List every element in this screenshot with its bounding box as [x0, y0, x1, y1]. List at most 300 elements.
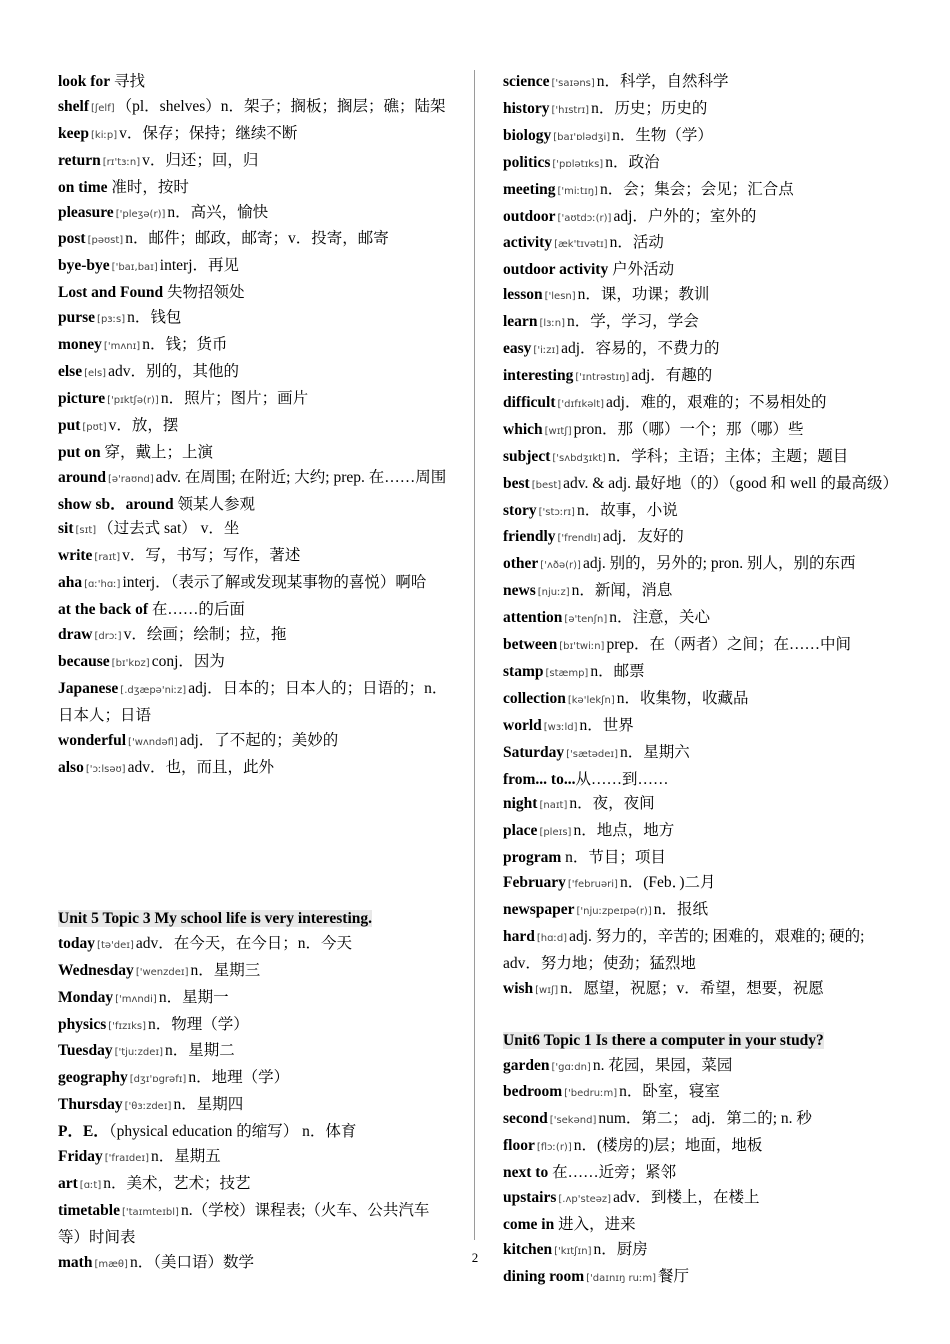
vocab-definition: 领某人参观 [173, 495, 255, 513]
vocab-entry [503, 768, 903, 793]
vocab-definition: n．愿望，祝愿；v．希望，想要，祝愿 [560, 979, 824, 997]
vocab-definition: n．星期三 [190, 961, 261, 979]
vocab-entry [503, 579, 903, 606]
vocab-definition: adv．在今天，在今日；n．今天 [135, 934, 353, 952]
vocab-entry [58, 466, 450, 493]
vocab-definition: num．第二； adj．第二的; n. 秒 [598, 1110, 812, 1128]
vocab-entry [58, 227, 450, 254]
vocab-entry [503, 819, 903, 846]
vocab-phonetic: ['tjuːzdeɪ] [114, 1047, 164, 1059]
vocab-definition: 寻找 [110, 73, 145, 90]
vocab-definition: prep．在（两者）之间；在……中间 [606, 636, 851, 654]
vocab-definition: n．报纸 [653, 901, 709, 919]
vocab-phonetic: [pleɪs] [539, 827, 572, 839]
vocab-definition: n．（美口语）数学 [129, 1253, 254, 1271]
vocab-definition: n．科学，自然科学 [596, 73, 729, 90]
vocab-word: Thursday [58, 1096, 123, 1114]
vocab-phonetic: [ʃelf] [91, 102, 115, 114]
vocab-word: outdoor [503, 207, 556, 225]
vocab-definition: n．地理（学） [188, 1069, 290, 1087]
vocab-word: place [503, 822, 538, 840]
vocab-phonetic: [pəʊst] [87, 235, 124, 247]
vocab-definition: n．钱包 [127, 309, 182, 327]
vocab-phonetic: ['wʌndəfl] [128, 736, 178, 748]
vocab-word: return [58, 151, 101, 169]
vocab-entry [503, 660, 903, 687]
vocab-word: Tuesday [58, 1042, 113, 1060]
vocab-word: around [58, 468, 106, 486]
vocab-word: program [503, 849, 562, 867]
vocab-entry [58, 254, 450, 281]
vocab-entry [58, 176, 450, 201]
vocab-phonetic: [kə'lekʃn] [567, 694, 615, 706]
vocab-phonetic: [.dʒæpə'niːz] [120, 684, 187, 696]
vocab-entry [58, 544, 450, 571]
vocab-word: bye-bye [58, 257, 110, 275]
vocab-phonetic: ['θɜːzdeɪ] [124, 1101, 172, 1113]
vocab-entry [503, 606, 903, 633]
vocab-phonetic: [sɪt] [75, 525, 97, 537]
vocab-definition: n．星期四 [173, 1096, 244, 1114]
vocab-definition: n．邮件；邮政，邮寄；v．投寄，邮寄 [125, 230, 389, 248]
vocab-entry [503, 337, 903, 364]
vocab-phonetic: [æk'tɪvətɪ] [554, 239, 608, 251]
vocab-word: wonderful [58, 731, 127, 749]
vocab-phonetic: ['stɔːrɪ] [538, 506, 575, 518]
vocab-word: floor [503, 1137, 535, 1155]
vocab-word: today [58, 934, 96, 952]
vocab-phonetic: ['fɪzɪks] [108, 1020, 147, 1032]
vocab-definition: n．地点，地方 [573, 822, 675, 840]
vocab-phonetic: ['wenzdeɪ] [135, 966, 189, 978]
vocab-entry [58, 986, 450, 1013]
vocab-entry [503, 741, 903, 768]
vocab-entry [503, 1265, 903, 1292]
vocab-definition: interj．再见 [159, 257, 240, 275]
vocab-definition: adv．别的，其他的 [108, 362, 239, 380]
vocab-word: Friday [58, 1148, 103, 1166]
vocab-word: biology [503, 126, 552, 144]
vocab-phonetic: ['daɪnɪŋ ruːm] [586, 1272, 656, 1284]
vocab-definition: 失物招领处 [163, 284, 245, 302]
vocab-word: subject [503, 447, 551, 465]
vocab-definition: n．收集物，收藏品 [616, 689, 749, 707]
vocab-entry [503, 1161, 903, 1186]
vocab-word: difficult [503, 393, 556, 411]
vocab-phonetic: [wɪʃ] [535, 984, 559, 996]
vocab-list-left [58, 70, 450, 782]
vocab-phonetic: [wɪtʃ] [544, 425, 572, 437]
vocab-word: geography [58, 1069, 128, 1087]
vocab-definition: 在……的后面 [147, 601, 245, 619]
vocab-word: lesson [503, 286, 543, 304]
vocab-phonetic: [rɪ'tɜːn] [102, 156, 141, 168]
vocab-word: collection [503, 689, 566, 707]
vocab-word: attention [503, 609, 563, 627]
column-divider [474, 70, 475, 1240]
vocab-phonetic: ['februəri] [567, 879, 618, 891]
vocab-word: meeting [503, 180, 556, 198]
vocab-phonetic: [tə'deɪ] [97, 939, 134, 951]
vocab-definition: n．高兴，愉快 [167, 203, 269, 221]
vocab-list-right [503, 70, 903, 1004]
vocab-entry [503, 445, 903, 472]
vocab-word: interesting [503, 366, 574, 384]
right-column [503, 70, 903, 1292]
vocab-phonetic: [stæmp] [545, 667, 589, 679]
vocab-entry [503, 178, 903, 205]
vocab-definition: adj．户外的；室外的 [613, 207, 757, 225]
vocab-definition: v．绘画；绘制；拉，拖 [123, 626, 287, 644]
unit-heading-left: Unit 5 Topic 3 My school life is very interesting. [58, 909, 373, 927]
vocab-word: math [58, 1253, 93, 1271]
vocab-word: Lost and Found [58, 284, 164, 302]
vocab-definition: n．(楼房的)层；地面，地板 [573, 1137, 763, 1155]
vocab-phonetic: [baɪ'ɒlədʒi] [553, 131, 611, 143]
vocab-definition: n．(Feb．)二月 [619, 874, 716, 892]
vocab-definition: adv．到楼上，在楼上 [613, 1189, 760, 1207]
vocab-definition: n．照片；图片；画片 [160, 389, 309, 407]
page-number: 2 [471, 1250, 479, 1265]
vocab-entry [58, 1145, 450, 1172]
vocab-definition: n．学，学习，学会 [567, 313, 699, 331]
vocab-phonetic: ['frendlɪ] [557, 533, 601, 545]
vocab-phonetic: ['dɪfɪkəlt] [557, 398, 605, 410]
vocab-phonetic: [lɜːn] [539, 318, 566, 330]
vocab-phonetic: ['pleʒə(r)] [115, 208, 166, 220]
vocab-phonetic: ['iːzɪ] [533, 345, 560, 357]
vocab-phonetic: ['sætədeɪ] [566, 748, 619, 760]
vocab-definition: n．活动 [609, 234, 664, 252]
vocab-entry [58, 650, 450, 677]
vocab-entry [503, 97, 903, 124]
vocab-definition: adj．日本的；日本人的；日语的；n．日本人；日语 [58, 679, 448, 724]
vocab-entry [503, 1080, 903, 1107]
vocab-entry [503, 846, 903, 871]
vocab-word: dining room [503, 1267, 585, 1285]
vocab-phonetic: ['njuːzpeɪpə(r)] [576, 906, 652, 918]
vocab-word: else [58, 362, 83, 380]
vocab-entry [58, 70, 450, 95]
vocab-word: night [503, 795, 538, 813]
vocab-word: look for [58, 73, 111, 90]
vocab-entry [503, 310, 903, 337]
vocab-word: pleasure [58, 203, 114, 221]
vocab-phonetic: [raɪt] [94, 552, 121, 564]
vocab-word: come in [503, 1215, 555, 1233]
vocab-phonetic: [njuːz] [537, 587, 570, 599]
vocab-definition: v．保存；保持；继续不断 [119, 124, 298, 142]
vocab-definition: interj．（表示了解或发现某事物的喜悦）啊哈 [122, 574, 427, 592]
vocab-definition: adj. 努力的，辛苦的; 困难的，艰难的; 硬的; adv．努力地；使劲；猛烈地 [503, 928, 865, 972]
vocab-word: Wednesday [58, 961, 134, 979]
vocab-word: write [58, 547, 93, 565]
vocab-phonetic: [ɑː'hɑː] [84, 579, 121, 591]
vocab-entry [503, 1186, 903, 1213]
vocab-phonetic: ['kɪtʃɪn] [554, 1245, 592, 1257]
vocab-definition: adj．容易的，不费力的 [561, 340, 720, 358]
vocab-entry [58, 493, 450, 518]
vocab-word: aha [58, 574, 83, 592]
vocab-entry [503, 898, 903, 925]
vocab-word: activity [503, 234, 553, 252]
vocab-word: newspaper [503, 901, 575, 919]
vocab-definition: （过去式 sat） v．坐 [98, 520, 240, 538]
vocab-entry [58, 677, 450, 729]
left-column [58, 70, 450, 1278]
vocab-phonetic: [ə'raʊnd] [107, 473, 154, 485]
vocab-definition: （physical education 的缩写） n．体育 [108, 1123, 357, 1141]
vocab-entry [58, 598, 450, 623]
vocab-entry [58, 571, 450, 598]
vocab-entry [58, 1172, 450, 1199]
vocab-word: news [503, 582, 536, 600]
vocab-definition: 穿，戴上；上演 [100, 443, 214, 461]
vocab-word: sit [58, 520, 74, 538]
vocab-entry [503, 418, 903, 445]
vocab-definition: adv．也，而且，此外 [127, 758, 274, 776]
vocab-entry [503, 525, 903, 552]
vocab-word: art [58, 1174, 78, 1192]
vocab-definition: n．邮票 [590, 662, 645, 680]
vocab-word: from... to... [503, 770, 576, 788]
vocab-phonetic: ['ɪntrəstɪŋ] [575, 371, 630, 383]
vocab-definition: n．会；集会；会见；汇合点 [599, 180, 794, 198]
vocab-phonetic: [flɔː(r)] [536, 1142, 572, 1154]
vocab-entry [58, 1120, 450, 1145]
vocab-entry [503, 472, 903, 499]
vocab-definition: 在……近旁；紧邻 [548, 1164, 677, 1182]
vocab-phonetic: ['ʌðə(r)] [540, 560, 581, 572]
vocab-entry [503, 283, 903, 310]
vocab-definition: 户外活动 [608, 261, 675, 279]
vocab-word: stamp [503, 662, 544, 680]
vocab-entry [503, 687, 903, 714]
vocab-word: second [503, 1110, 548, 1128]
vocab-word: post [58, 230, 86, 248]
vocab-definition: v．写，书写；写作，著述 [122, 547, 301, 565]
vocab-word: bedroom [503, 1083, 563, 1101]
vocab-definition: adj．友好的 [602, 528, 684, 546]
vocab-definition: adj．有趣的 [631, 366, 713, 384]
vocab-definition: adv. 在周围; 在附近; 大约; prep. 在……周围 [155, 468, 447, 486]
vocab-word: kitchen [503, 1240, 553, 1258]
vocab-entry [58, 95, 450, 122]
vocab-definition: n．夜，夜间 [569, 795, 655, 813]
vocab-phonetic: [pɜːs] [97, 314, 126, 326]
vocab-definition: n.（学校）课程表;（火车、公共汽车等）时间表 [58, 1201, 430, 1246]
vocab-phonetic: ['fraɪdeɪ] [104, 1153, 150, 1165]
vocab-entry [58, 360, 450, 387]
vocab-word: shelf [58, 97, 89, 115]
vocab-definition: adv. & adj. 最好地（的）（good 和 well 的最高级） [563, 474, 898, 492]
vocab-definition: （pl．shelves）n．架子；搁板；搁层；礁；陆架 [116, 97, 446, 115]
vocab-phonetic: ['bedruːm] [564, 1088, 618, 1100]
vocab-word: purse [58, 309, 96, 327]
vocab-entry [58, 414, 450, 441]
vocab-definition: 进入，进来 [554, 1215, 636, 1233]
vocab-word: put on [58, 443, 101, 461]
vocab-definition: n．卧室，寝室 [619, 1083, 720, 1101]
vocab-entry [58, 387, 450, 414]
vocab-entry [58, 623, 450, 650]
vocab-word: P．E． [58, 1123, 109, 1141]
vocab-word: other [503, 555, 539, 573]
vocab-entry [503, 205, 903, 232]
vocab-phonetic: [ɑːt] [79, 1179, 102, 1191]
vocab-entry [503, 258, 903, 283]
vocab-definition: n．课，功课；教训 [577, 286, 710, 304]
vocab-phonetic: ['aʊtdɔː(r)] [557, 212, 612, 224]
vocab-phonetic: ['pɪktʃə(r)] [107, 394, 159, 406]
vocab-entry [503, 714, 903, 741]
vocab-phonetic: ['saɪəns] [551, 78, 595, 89]
vocab-entry [503, 124, 903, 151]
vocab-definition: 从……到…… [575, 770, 669, 788]
vocab-entry [503, 151, 903, 178]
vocab-entry [58, 756, 450, 783]
vocab-phonetic: [bɪ'twiːn] [559, 641, 605, 653]
vocab-definition: v．放，摆 [108, 416, 179, 434]
vocab-word: put [58, 416, 81, 434]
vocab-definition: pron．那（哪）一个；那（哪）些 [573, 420, 804, 438]
vocab-word: next to [503, 1164, 549, 1182]
vocab-phonetic: ['sekənd] [549, 1115, 597, 1127]
vocab-definition: n．星期一 [158, 988, 229, 1006]
vocab-word: science [503, 73, 550, 90]
vocab-definition: n．生物（学） [612, 126, 713, 144]
vocab-word: wish [503, 979, 534, 997]
vocab-phonetic: ['pɒlətɪks] [552, 158, 604, 170]
vocab-definition: adj．难的，艰难的；不易相处的 [606, 393, 827, 411]
vocab-entry [58, 281, 450, 306]
vocab-entry [58, 959, 450, 986]
vocab-phonetic: [ə'tenʃn] [564, 614, 608, 626]
vocab-word: February [503, 874, 566, 892]
vocab-definition: n．注意，关心 [609, 609, 710, 627]
vocab-entry [503, 70, 903, 97]
vocab-definition: n．历史；历史的 [591, 99, 708, 117]
vocab-word: Saturday [503, 743, 565, 761]
vocab-phonetic: ['mʌnɪ] [103, 341, 141, 353]
vocab-entry [58, 149, 450, 176]
vocab-word: on time [58, 178, 108, 196]
vocab-phonetic: ['mʌndi] [115, 993, 157, 1005]
vocab-entry [58, 441, 450, 466]
vocab-definition: 准时，按时 [107, 178, 189, 196]
vocab-word: garden [503, 1056, 550, 1074]
vocab-definition: n．钱；货币 [142, 336, 228, 354]
vocab-word: world [503, 716, 542, 734]
vocab-entry [503, 1213, 903, 1238]
vocab-phonetic: [wɜːld] [543, 721, 578, 733]
vocab-entry [58, 1199, 450, 1251]
vocab-entry [503, 552, 903, 579]
vocab-phonetic: [naɪt] [539, 800, 568, 812]
vocab-phonetic: [pʊt] [82, 421, 107, 433]
vocab-definition: n．故事，小说 [576, 501, 678, 519]
vocab-word: friendly [503, 528, 556, 546]
vocab-entry [58, 1066, 450, 1093]
unit-heading-right: Unit6 Topic 1 Is there a computer in your study? [503, 1031, 824, 1049]
vocab-word: Japanese [58, 679, 119, 697]
vocab-word: picture [58, 389, 106, 407]
vocab-entry [503, 499, 903, 526]
vocab-phonetic: [dʒɪ'ɒgrəfɪ] [129, 1074, 187, 1086]
vocab-phonetic: ['ɔːlsəʊ] [85, 763, 126, 775]
vocab-entry [58, 306, 450, 333]
vocab-definition: n．新闻，消息 [571, 582, 673, 600]
vocab-entry [503, 977, 903, 1004]
vocab-definition: n．美术，艺术；技艺 [103, 1174, 251, 1192]
vocab-entry [503, 231, 903, 258]
vocab-phonetic: ['hɪstrɪ] [551, 104, 590, 116]
vocab-word: Monday [58, 988, 114, 1006]
vocab-entry [503, 391, 903, 418]
vocab-word: easy [503, 340, 532, 358]
vocab-word: money [58, 336, 102, 354]
vocab-phonetic: [best] [531, 479, 562, 491]
vocab-phonetic: [drɔː] [94, 631, 122, 643]
vocab-phonetic: ['sʌbdʒɪkt] [552, 452, 606, 464]
vocab-entry [58, 1093, 450, 1120]
vocab-entry [58, 333, 450, 360]
vocab-entry [503, 925, 903, 977]
vocab-word: keep [58, 124, 89, 142]
vocab-phonetic: ['miːtɪŋ] [557, 185, 598, 197]
vocab-entry [58, 932, 450, 959]
vocab-entry [503, 871, 903, 898]
vocab-word: politics [503, 153, 551, 171]
vocab-word: which [503, 420, 543, 438]
vocab-word: history [503, 99, 550, 117]
vocab-definition: n．世界 [579, 716, 634, 734]
vocab-word: best [503, 474, 530, 492]
vocab-entry [58, 201, 450, 228]
vocab-word: because [58, 652, 110, 670]
vocab-phonetic: [bɪ'kɒz] [111, 657, 150, 669]
vocab-definition: 餐厅 [658, 1267, 690, 1285]
vocab-phonetic: [mæθ] [94, 1258, 128, 1270]
vocab-entry [503, 1054, 903, 1081]
vocab-word: story [503, 501, 537, 519]
vocab-definition: n．厨房 [593, 1240, 648, 1258]
vocab-phonetic: [.ʌp'steəz] [558, 1194, 612, 1206]
vocab-definition: adj. 别的，另外的; pron. 别人，别的东西 [582, 555, 856, 573]
vocab-definition: n．政治 [605, 153, 660, 171]
vocab-entry [58, 1013, 450, 1040]
vocab-phonetic: ['taɪmteɪbl] [121, 1206, 179, 1218]
vocab-word: timetable [58, 1201, 120, 1219]
vocab-entry [503, 364, 903, 391]
vocab-phonetic: ['gɑːdn] [551, 1061, 591, 1073]
vocab-entry [503, 1134, 903, 1161]
vocab-list-left-2 [58, 932, 450, 1278]
vocab-word: also [58, 758, 84, 776]
vocab-definition: n．星期二 [165, 1042, 235, 1060]
vocab-definition: n．物理（学） [148, 1015, 249, 1033]
vocab-word: physics [58, 1015, 107, 1033]
vocab-definition: n．星期五 [151, 1148, 221, 1166]
vocab-definition: adj．了不起的；美妙的 [179, 731, 339, 749]
vocab-word: at the back of [58, 601, 148, 619]
vocab-word: draw [58, 626, 93, 644]
vocab-entry [503, 792, 903, 819]
vocab-definition: v．归还；回，归 [142, 151, 259, 169]
vocab-entry [58, 729, 450, 756]
vocab-phonetic: [els] [84, 367, 107, 379]
vocab-definition: n．星期六 [620, 743, 690, 761]
